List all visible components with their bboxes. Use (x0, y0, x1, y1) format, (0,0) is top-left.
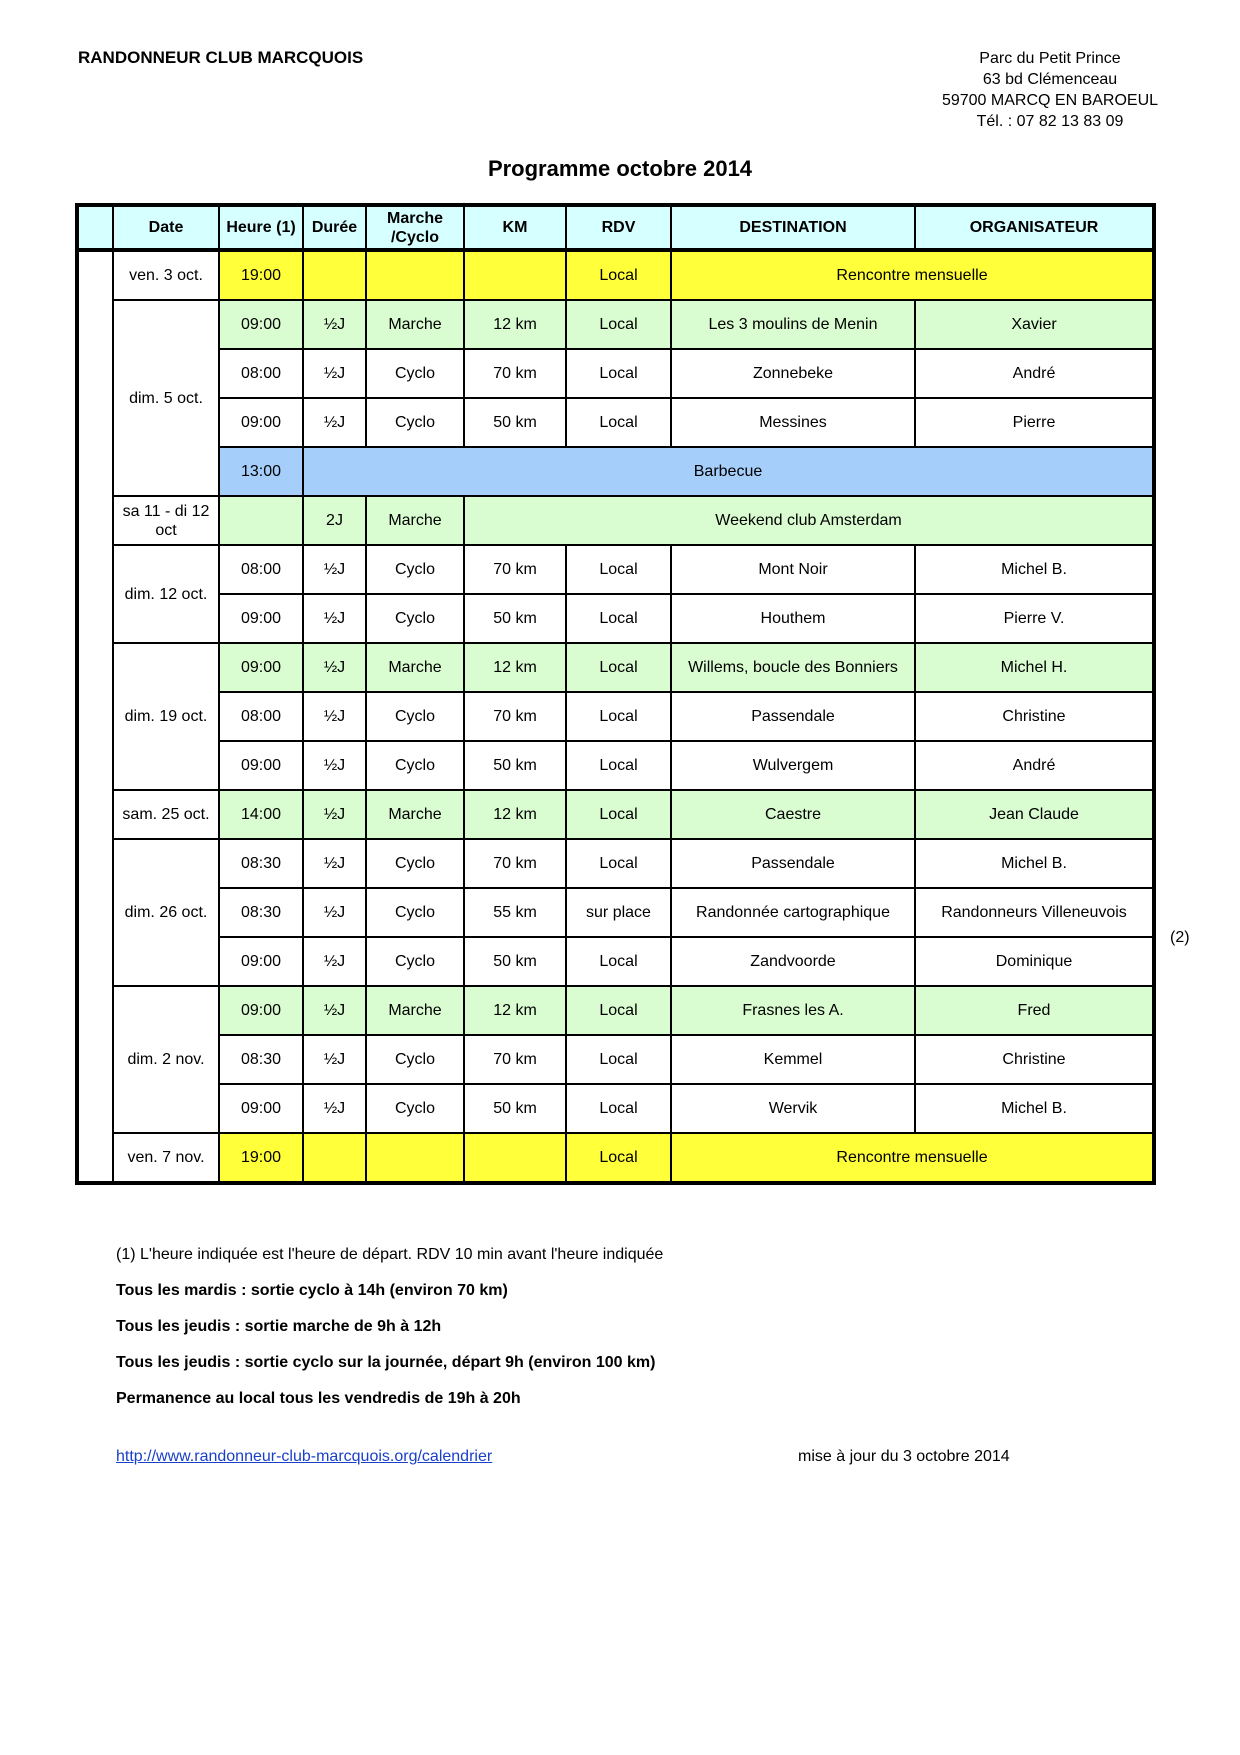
cell-km: 50 km (464, 937, 566, 986)
table-row (77, 986, 1154, 1035)
info-line: Tous les jeudis : sortie marche de 9h à 12h (116, 1318, 442, 1335)
cell-event: Barbecue (303, 447, 1154, 496)
col-date: Date (113, 205, 219, 250)
table-row (77, 643, 1154, 692)
address-line: 63 bd Clémenceau (982, 71, 1118, 88)
info-line: Permanence au local tous les vendredis de 19h à 20h (116, 1390, 521, 1407)
cell-rdv: Local (566, 300, 671, 349)
cell-type: Cyclo (366, 937, 464, 986)
cell-date: dim. 26 oct. (113, 839, 219, 986)
cell-organisateur: Randonneurs Villeneuvois (915, 888, 1154, 937)
cell-type: Cyclo (366, 692, 464, 741)
cell-heure: 09:00 (219, 937, 303, 986)
table-row (77, 545, 1154, 594)
cell-heure: 19:00 (219, 1133, 303, 1183)
cell-rdv: Local (566, 1084, 671, 1133)
address-line: 59700 MARCQ EN BAROEUL (941, 92, 1159, 109)
cell-date: dim. 12 oct. (113, 545, 219, 643)
address-line: Parc du Petit Prince (979, 50, 1121, 67)
table-row (77, 496, 1154, 545)
cell-organisateur: Fred (915, 986, 1154, 1035)
cell-km (464, 250, 566, 300)
cell-km: 70 km (464, 1035, 566, 1084)
cell-destination: Rencontre mensuelle (671, 1133, 1154, 1183)
cell-rdv: Local (566, 839, 671, 888)
cell-type (366, 250, 464, 300)
cell-destination: Wervik (671, 1084, 915, 1133)
cell-rdv: Local (566, 1133, 671, 1183)
cell-heure: 09:00 (219, 398, 303, 447)
table-row (77, 1035, 1154, 1084)
table-row (77, 447, 1154, 496)
col-duree: Durée (303, 205, 366, 250)
cell-duree: ½J (303, 839, 366, 888)
cell-date: dim. 5 oct. (113, 300, 219, 496)
col-blank (77, 205, 113, 250)
cell-type: Cyclo (366, 594, 464, 643)
club-address (900, 48, 1200, 132)
cell-destination: Zonnebeke (671, 349, 915, 398)
cell-duree: ½J (303, 300, 366, 349)
cell-heure: 09:00 (219, 741, 303, 790)
cell-heure: 14:00 (219, 790, 303, 839)
cell-km: 70 km (464, 692, 566, 741)
cell-heure: 08:00 (219, 349, 303, 398)
cell-organisateur: Xavier (915, 300, 1154, 349)
cell-organisateur: André (915, 741, 1154, 790)
cell-organisateur: Pierre (915, 398, 1154, 447)
cell-km: 70 km (464, 349, 566, 398)
cell-organisateur: Michel H. (915, 643, 1154, 692)
cell-heure (219, 496, 303, 545)
table-row (77, 1084, 1154, 1133)
cell-destination: Passendale (671, 692, 915, 741)
cell-heure: 19:00 (219, 250, 303, 300)
cell-organisateur: André (915, 349, 1154, 398)
cell-duree: ½J (303, 888, 366, 937)
cell-duree: ½J (303, 1035, 366, 1084)
cell-heure: 09:00 (219, 1084, 303, 1133)
cell-type: Cyclo (366, 1035, 464, 1084)
page-title: Programme octobre 2014 (487, 156, 753, 181)
info-line: Tous les jeudis : sortie cyclo sur la journée, départ 9h (environ 100 km) (116, 1354, 656, 1371)
cell-destination: Frasnes les A. (671, 986, 915, 1035)
programme-table (75, 203, 1156, 1185)
cell-km: 12 km (464, 986, 566, 1035)
cell-heure: 09:00 (219, 643, 303, 692)
cell-organisateur: Michel B. (915, 1084, 1154, 1133)
cell-type: Cyclo (366, 545, 464, 594)
footnote-1: (1) L'heure indiquée est l'heure de départ. RDV 10 min avant l'heure indiquée (116, 1246, 664, 1263)
cell-organisateur: Christine (915, 1035, 1154, 1084)
cell-type (366, 1133, 464, 1183)
cell-heure: 08:30 (219, 888, 303, 937)
table-row (77, 398, 1154, 447)
cell-rdv: Local (566, 398, 671, 447)
cell-destination: Caestre (671, 790, 915, 839)
cell-date: ven. 7 nov. (113, 1133, 219, 1183)
footnote-marker: (2) (1170, 929, 1190, 946)
cell-rdv: Local (566, 692, 671, 741)
cell-organisateur: Christine (915, 692, 1154, 741)
cell-duree: ½J (303, 545, 366, 594)
cell-duree: ½J (303, 741, 366, 790)
cell-destination: Wulvergem (671, 741, 915, 790)
cell-heure: 09:00 (219, 986, 303, 1035)
cell-organisateur: Michel B. (915, 545, 1154, 594)
cell-rdv: Local (566, 643, 671, 692)
cell-duree (303, 250, 366, 300)
cell-km: 50 km (464, 594, 566, 643)
cell-type: Marche (366, 643, 464, 692)
cell-rdv: Local (566, 349, 671, 398)
cell-rdv: Local (566, 545, 671, 594)
cell-km: 70 km (464, 839, 566, 888)
last-updated: mise à jour du 3 octobre 2014 (798, 1448, 1010, 1465)
cell-km: 50 km (464, 741, 566, 790)
cell-organisateur: Michel B. (915, 839, 1154, 888)
cell-organisateur: Pierre V. (915, 594, 1154, 643)
cell-heure: 09:00 (219, 300, 303, 349)
cell-heure: 09:00 (219, 594, 303, 643)
cell-destination: Willems, boucle des Bonniers (671, 643, 915, 692)
col-type: Marche /Cyclo (366, 205, 464, 250)
cell-rdv: sur place (566, 888, 671, 937)
cell-heure: 08:30 (219, 839, 303, 888)
cell-destination: Rencontre mensuelle (671, 250, 1154, 300)
cell-type: Cyclo (366, 741, 464, 790)
cell-km (464, 1133, 566, 1183)
col-rdv: RDV (566, 205, 671, 250)
cell-km: 55 km (464, 888, 566, 937)
cell-type: Marche (366, 986, 464, 1035)
cell-duree: ½J (303, 349, 366, 398)
table-header (77, 205, 1154, 250)
table-row (77, 250, 1154, 300)
cell-type: Cyclo (366, 1084, 464, 1133)
cell-km: 50 km (464, 1084, 566, 1133)
cell-km: 12 km (464, 300, 566, 349)
cell-duree: 2J (303, 496, 366, 545)
cell-heure: 08:00 (219, 545, 303, 594)
cell-rdv: Local (566, 250, 671, 300)
col-destination: DESTINATION (671, 205, 915, 250)
cell-duree: ½J (303, 937, 366, 986)
table-row (77, 839, 1154, 888)
cell-duree: ½J (303, 790, 366, 839)
cell-type: Marche (366, 496, 464, 545)
table-row (77, 1133, 1154, 1183)
cell-type: Marche (366, 790, 464, 839)
cell-duree: ½J (303, 986, 366, 1035)
address-phone: Tél. : 07 82 13 83 09 (976, 113, 1124, 130)
table-row (77, 300, 1154, 349)
table-row (77, 790, 1154, 839)
cell-duree: ½J (303, 692, 366, 741)
cell-organisateur: Jean Claude (915, 790, 1154, 839)
col-heure: Heure (1) (219, 205, 303, 250)
club-name: RANDONNEUR CLUB MARCQUOIS (78, 48, 364, 67)
cell-date: sa 11 - di 12 oct (113, 496, 219, 545)
cell-date: sam. 25 oct. (113, 790, 219, 839)
cell-duree (303, 1133, 366, 1183)
table-row (77, 349, 1154, 398)
cell-event: Weekend club Amsterdam (464, 496, 1154, 545)
table-row (77, 741, 1154, 790)
cell-destination: Houthem (671, 594, 915, 643)
cell-km: 12 km (464, 790, 566, 839)
cell-type: Cyclo (366, 349, 464, 398)
cell-type: Cyclo (366, 888, 464, 937)
cell-rdv: Local (566, 790, 671, 839)
cell-destination: Randonnée cartographique (671, 888, 915, 937)
table-row (77, 594, 1154, 643)
cell-rdv: Local (566, 986, 671, 1035)
cell-organisateur: Dominique (915, 937, 1154, 986)
cell-type: Cyclo (366, 398, 464, 447)
cell-date: ven. 3 oct. (113, 250, 219, 300)
cell-duree: ½J (303, 1084, 366, 1133)
cell-type: Marche (366, 300, 464, 349)
blank-cell (77, 250, 113, 1183)
table-row (77, 937, 1154, 986)
cell-duree: ½J (303, 594, 366, 643)
cell-date: dim. 19 oct. (113, 643, 219, 790)
cell-destination: Les 3 moulins de Menin (671, 300, 915, 349)
cell-duree: ½J (303, 398, 366, 447)
cell-rdv: Local (566, 594, 671, 643)
calendar-link[interactable]: http://www.randonneur-club-marcquois.org/calendrier (116, 1448, 493, 1465)
table-row (77, 888, 1154, 937)
cell-rdv: Local (566, 1035, 671, 1084)
cell-km: 50 km (464, 398, 566, 447)
cell-destination: Mont Noir (671, 545, 915, 594)
cell-destination: Zandvoorde (671, 937, 915, 986)
table-row (77, 692, 1154, 741)
info-line: Tous les mardis : sortie cyclo à 14h (environ 70 km) (116, 1282, 508, 1299)
cell-date: dim. 2 nov. (113, 986, 219, 1133)
cell-rdv: Local (566, 741, 671, 790)
cell-rdv: Local (566, 937, 671, 986)
col-organisateur: ORGANISATEUR (915, 205, 1154, 250)
cell-km: 70 km (464, 545, 566, 594)
col-km: KM (464, 205, 566, 250)
cell-heure: 08:30 (219, 1035, 303, 1084)
cell-heure: 13:00 (219, 447, 303, 496)
cell-destination: Passendale (671, 839, 915, 888)
cell-duree: ½J (303, 643, 366, 692)
cell-km: 12 km (464, 643, 566, 692)
cell-heure: 08:00 (219, 692, 303, 741)
cell-destination: Kemmel (671, 1035, 915, 1084)
cell-type: Cyclo (366, 839, 464, 888)
cell-destination: Messines (671, 398, 915, 447)
